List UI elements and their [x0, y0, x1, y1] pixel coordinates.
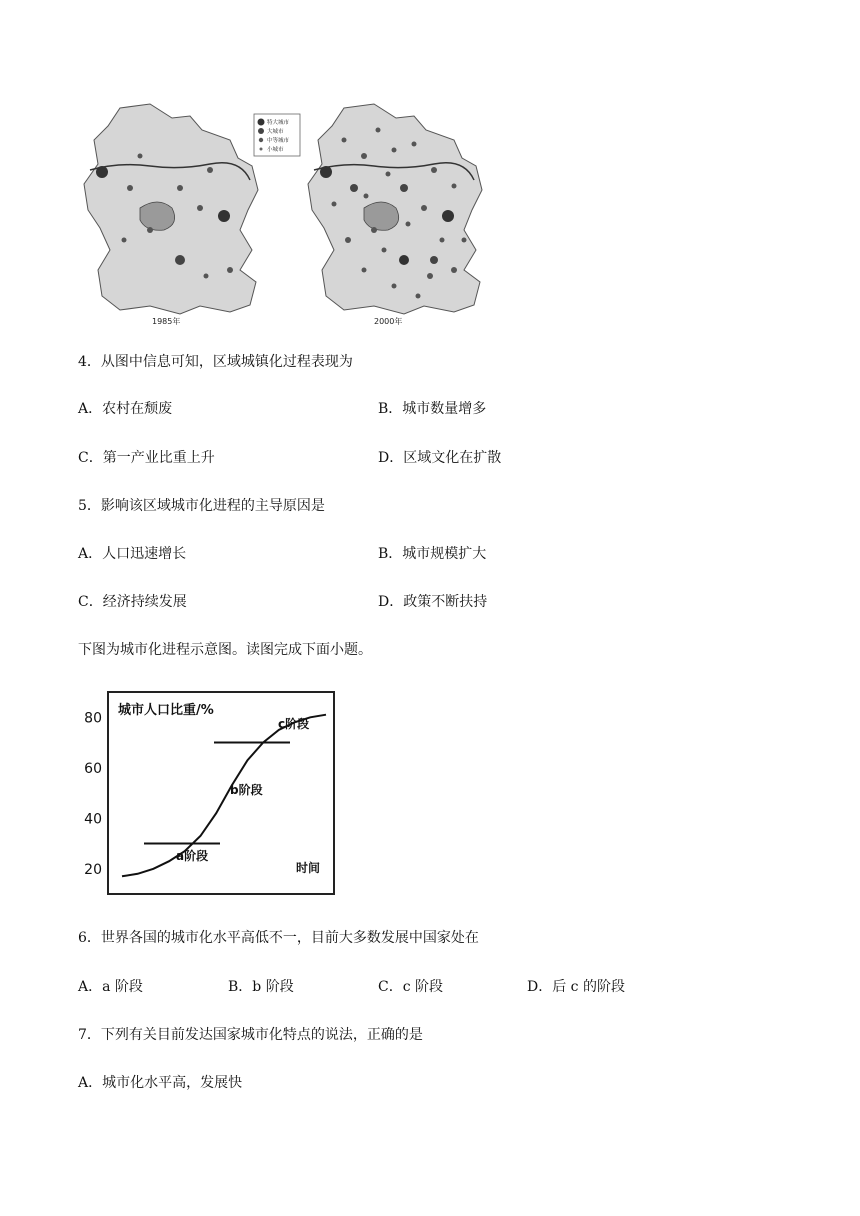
legend-item: 小城市: [267, 147, 284, 153]
map-1985: [84, 104, 258, 314]
chart-title: 城市人口比重/%: [118, 703, 214, 718]
chart-intro: 下图为城市化进程示意图。读图完成下面小题。: [78, 642, 372, 658]
y-tick-label: 40: [84, 811, 102, 828]
map-2000-caption: 2000年: [374, 317, 403, 326]
urbanization-chart: [82, 688, 344, 900]
question-6-option-b[interactable]: B．b 阶段: [228, 979, 294, 995]
question-5-option-a[interactable]: A．人口迅速增长: [78, 546, 187, 562]
y-tick-label: 60: [84, 760, 102, 777]
map-legend: [254, 114, 300, 156]
question-6-option-a[interactable]: A．a 阶段: [78, 979, 143, 995]
question-5-option-d[interactable]: D．政策不断扶持: [378, 594, 488, 610]
question-7-stem: 7．下列有关目前发达国家城市化特点的说法，正确的是: [78, 1027, 423, 1043]
question-6-option-d[interactable]: D．后 c 的阶段: [527, 979, 625, 995]
stage-label-a: a阶段: [176, 849, 209, 863]
urban-distribution-maps: [80, 100, 490, 330]
question-4-option-b[interactable]: B．城市数量增多: [378, 401, 487, 417]
question-4-option-c[interactable]: C．第一产业比重上升: [78, 450, 215, 466]
question-5-stem: 5．影响该区域城市化进程的主导原因是: [78, 498, 325, 514]
question-6-option-c[interactable]: C．c 阶段: [378, 979, 444, 995]
question-4-stem: 4．从图中信息可知，区域城镇化过程表现为: [78, 354, 353, 370]
legend-item: 中等城市: [267, 138, 290, 144]
stage-label-c: c阶段: [278, 717, 310, 731]
chart-xlabel: 时间: [296, 861, 321, 875]
y-tick-label: 20: [84, 861, 102, 878]
legend-item: 大城市: [267, 129, 284, 135]
question-5-option-b[interactable]: B．城市规模扩大: [378, 546, 487, 562]
question-4-option-a[interactable]: A．农村在颓废: [78, 401, 173, 417]
map-1985-caption: 1985年: [152, 317, 181, 326]
stage-label-b: b阶段: [230, 783, 263, 797]
y-tick-label: 80: [84, 710, 102, 727]
legend-item: 特大城市: [267, 120, 290, 126]
question-5-option-c[interactable]: C．经济持续发展: [78, 594, 187, 610]
question-4-option-d[interactable]: D．区域文化在扩散: [378, 450, 502, 466]
map-2000: [308, 104, 482, 314]
question-7-option-a[interactable]: A．城市化水平高，发展快: [78, 1075, 243, 1091]
question-6-stem: 6．世界各国的城市化水平高低不一，目前大多数发展中国家处在: [78, 930, 479, 946]
